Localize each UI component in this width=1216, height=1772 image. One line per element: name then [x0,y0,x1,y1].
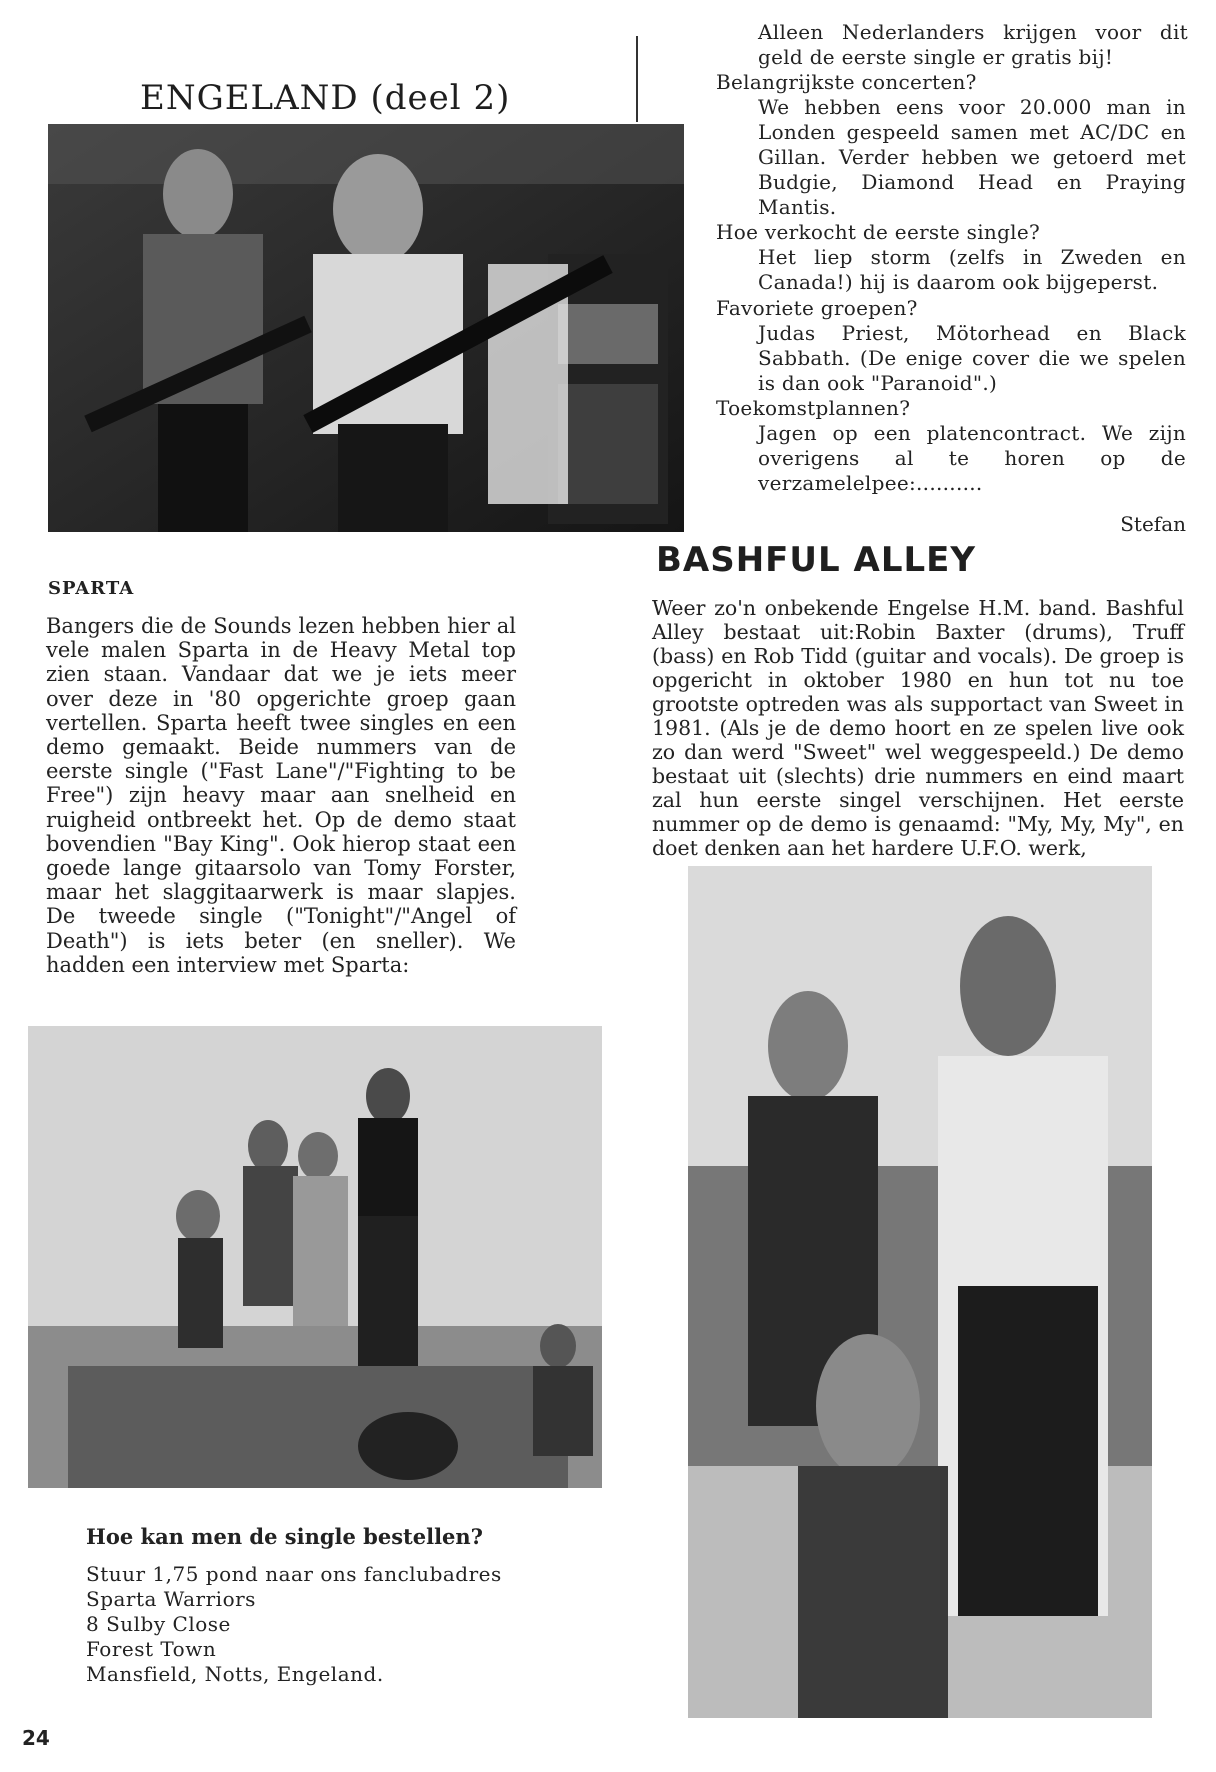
concert-photo [48,124,684,532]
order-line: Stuur 1,75 pond naar ons fanclubadres [86,1562,502,1586]
order-line: Forest Town [86,1637,217,1661]
interview-answer-4: Judas Priest, Mötorhead en Black Sabbath. (De enige cover die we spelen is dan ook "Paranoid".) [758,321,1186,395]
interview-answer-5: Jagen op een platencontract. We zijn overigens al te horen op de verzamelelpee:.......... [758,421,1186,495]
interview-answer-1: Alleen Nederlanders krijgen voor dit geld de eerste single er gratis bij! [758,20,1188,69]
order-line: Sparta Warriors [86,1587,256,1611]
bashful-alley-heading: BASHFUL ALLEY [656,540,976,580]
order-line: Mansfield, Notts, Engeland. [86,1662,384,1686]
interview-question-4: Favoriete groepen? [716,296,918,320]
sparta-heading: SPARTA [48,578,135,599]
order-line: 8 Sulby Close [86,1612,231,1636]
interview-question-2: Belangrijkste concerten? [716,70,977,94]
bashful-alley-article: Weer zo'n onbekende Engelse H.M. band. Bashful Alley bestaat uit:Robin Baxter (drums), Truff (bass) en Rob Tidd (guitar and vocals). De groep is opgericht in oktober 1980 en hun tot nu toe grootste optreden was als supportact van Sweet in 1981. (Als je de demo hoort en ze spelen live ook zo dan werd "Sweet" wel weggespeeld.) De demo bestaat uit (slechts) drie nummers en eind maart zal hun eerste singel verschijnen. Het eerste nummer op de demo is genaamd: "My, My, My", en doet denken aan het hardere U.F.O. werk, [652,596,1184,860]
sparta-band-photo [28,1026,602,1488]
interview-question-3: Hoe verkocht de eerste single? [716,220,1041,244]
order-address [86,1562,502,1687]
order-heading: Hoe kan men de single bestellen? [86,1524,483,1549]
sparta-article: Bangers die de Sounds lezen hebben hier al vele malen Sparta in de Heavy Metal top zien staan. Vandaar dat we je iets meer over deze in '80 opgerichte groep gaan vertellen. Sparta heeft twee singles en een demo gemaakt. Beide nummers van de eerste single ("Fast Lane"/"Fighting to be Free") zijn heavy maar aan snelheid en ruigheid ontbreekt het. Op de demo staat bovendien "Bay King". Ook hierop staat een goede lange gitaarsolo van Tomy Forster, maar het slaggitaarwerk is maar slapjes. De tweede single ("Tonight"/"Angel of Death") is iets beter (en sneller). We hadden een interview met Sparta: [46,614,516,977]
page-title: ENGELAND (deel 2) [140,78,511,118]
bashful-alley-photo [688,866,1152,1718]
interview-answer-2: We hebben eens voor 20.000 man in Londen gespeeld samen met AC/DC en Gillan. Verder hebben we getoerd met Budgie, Diamond Head en Praying Mantis. [758,95,1186,219]
interview-signature: Stefan [1120,512,1186,536]
interview-answer-3: Het liep storm (zelfs in Zweden en Canada!) hij is daarom ook bijgeperst. [758,245,1186,294]
column-divider [636,36,638,122]
interview-question-5: Toekomstplannen? [716,396,911,420]
page-number: 24 [22,1726,50,1750]
